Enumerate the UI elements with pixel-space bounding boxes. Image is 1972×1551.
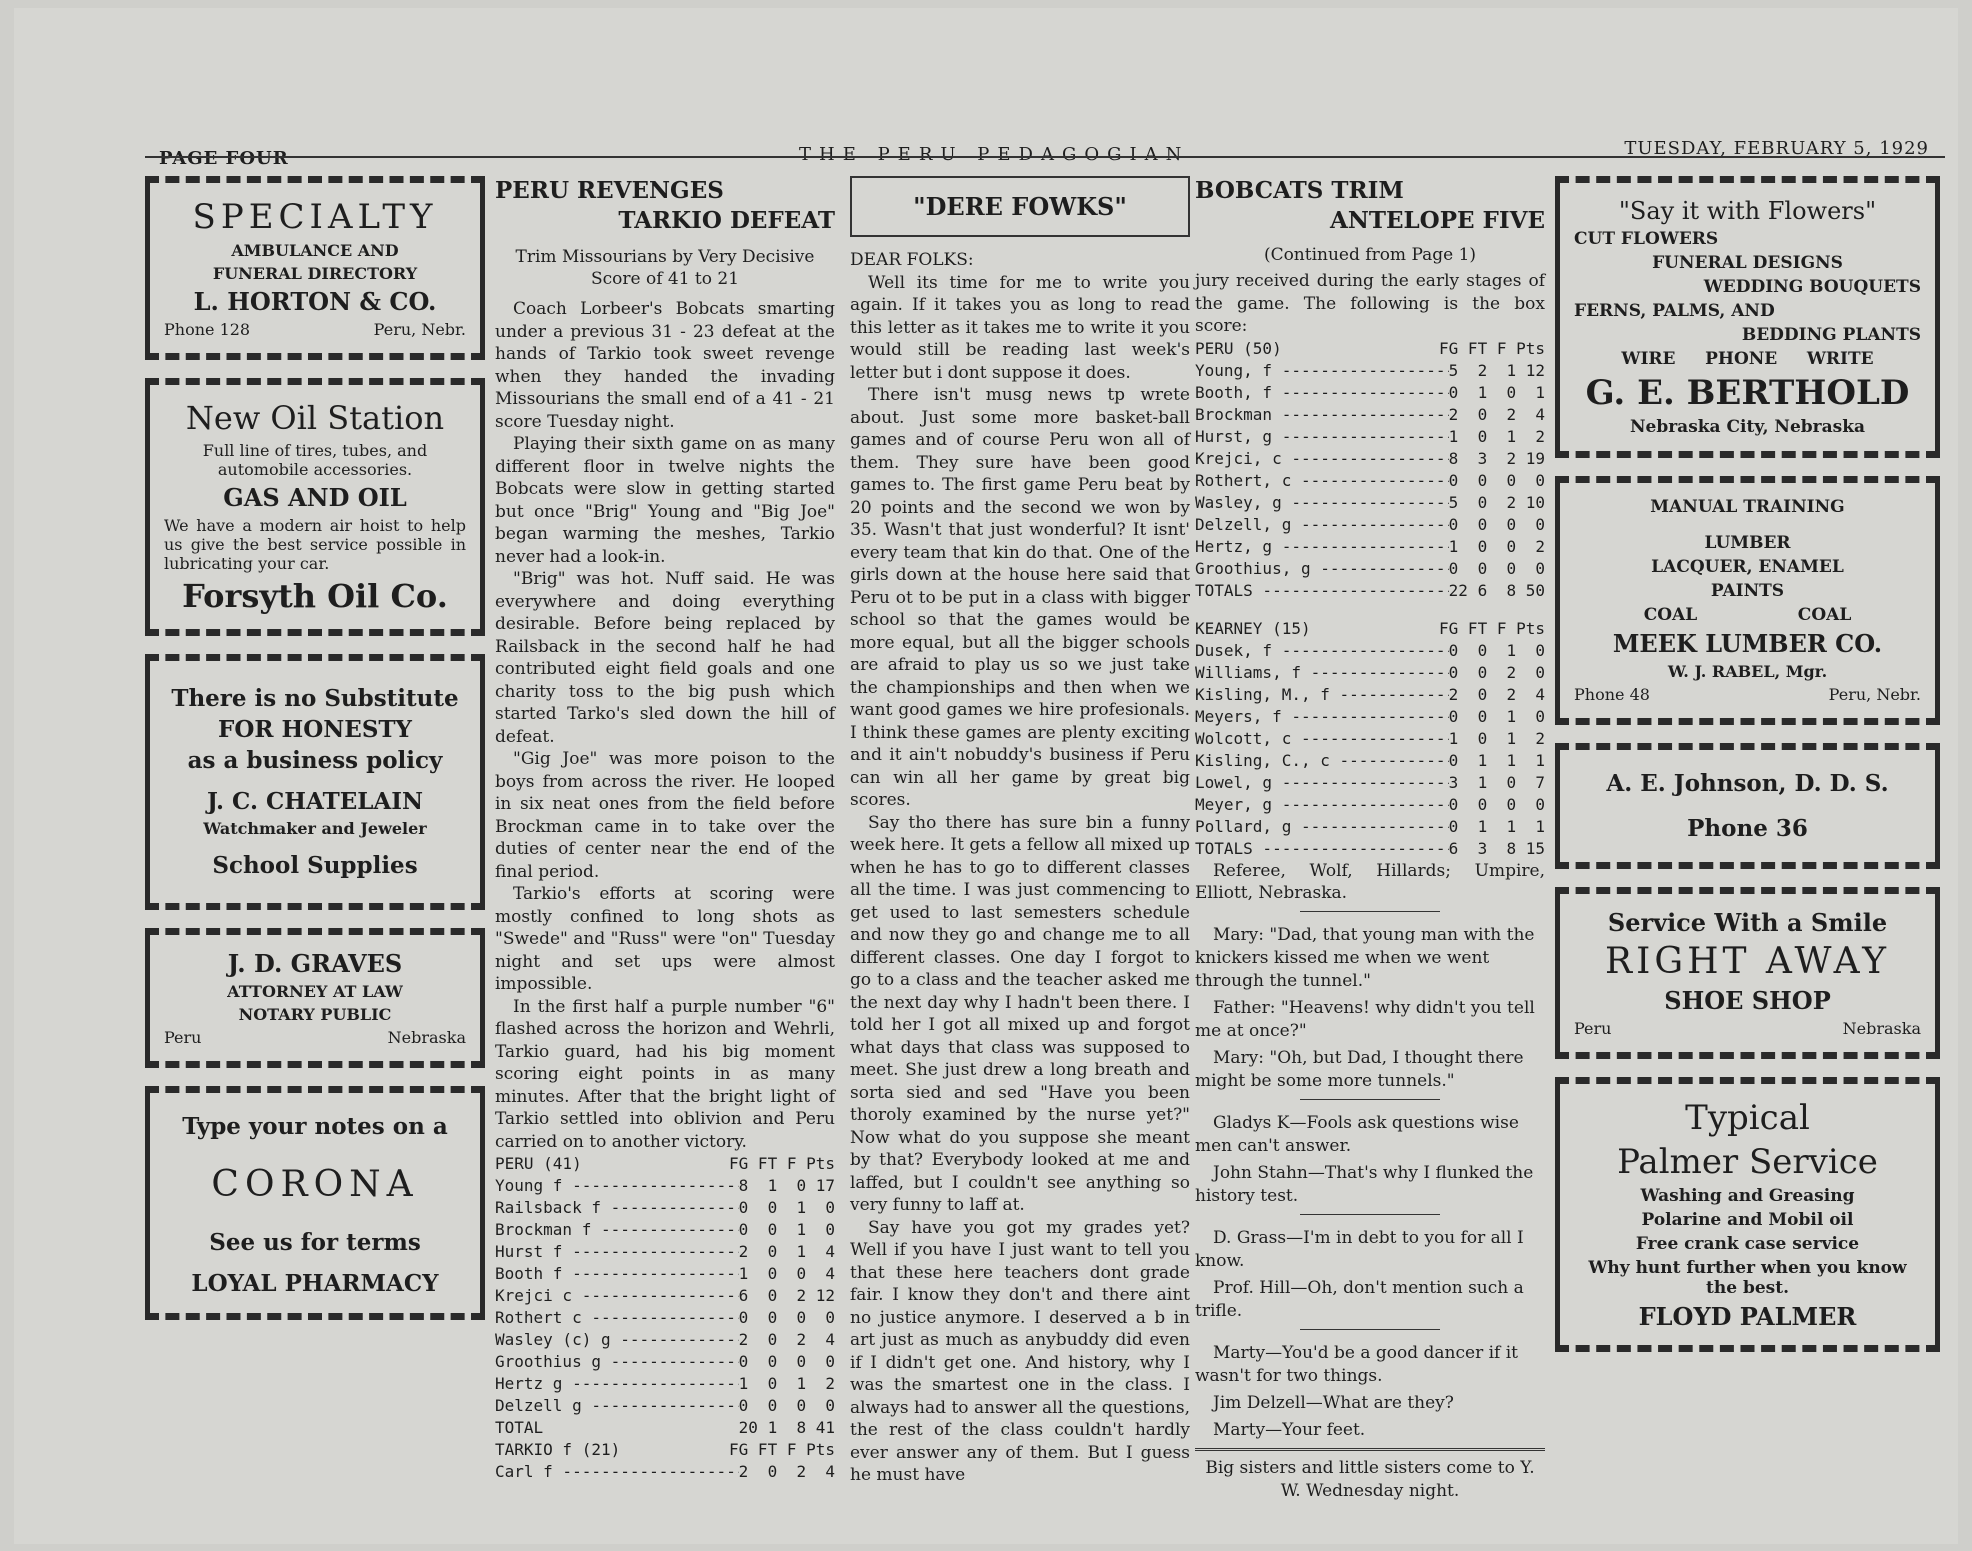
team-label: PERU (50) [1195,338,1282,358]
ad-forsyth-oil [145,378,485,636]
player-stats: 0 0 0 0 [738,1308,835,1327]
player-name: Delzell g ----- [495,1395,739,1417]
newspaper-title: THE PERU PEDAGOGIAN [799,144,1190,165]
jokes-section [1195,924,1545,1503]
player-name: Railsback f ----- [495,1197,739,1219]
total-stats: 6 3 8 15 [1448,838,1545,858]
score-row [1195,684,1545,706]
score-row [495,1395,835,1417]
score-columns: FG FT F Pts [729,1440,835,1459]
masthead-rule [145,156,1945,158]
separator [1300,1214,1440,1215]
player-stats: 3 1 0 7 [1448,772,1545,792]
joke-line: Gladys K—Fools ask questions wise men can't answer. [1195,1112,1519,1156]
score-row [1195,404,1545,426]
paragraph: jury received during the early stages of the game. The following is the box score: [1195,271,1545,336]
ad-line: SPECIALTY [192,197,438,237]
joke-line: John Stahn—That's why I flunked the history test. [1195,1162,1534,1206]
player-name: Booth, f ----- [1195,382,1449,404]
ad-line: WEDDING BOUQUETS [1703,277,1921,297]
headline-line-1: BOBCATS TRIM [1195,177,1404,204]
ad-line: New Oil Station [185,399,445,437]
ad-line: CORONA [211,1164,419,1205]
paragraph: Well its time for me to write you again. If it takes you as long to read this letter as it takes me to write it you would still be reading last week's letter but i dont suppose it does. [850,272,1190,383]
score-row [1195,558,1545,580]
score-row [495,1197,835,1219]
score-row [1195,640,1545,662]
player-name: Carl f ----- [495,1461,739,1483]
player-name: Wolcott, c ----- [1195,728,1449,750]
paragraph: "Gig Joe" was more poison to the boys from across the river. He looped in six neat ones from the field before Brockman came in to take over the duties of center near the end of the final period. [495,749,835,882]
ad-line: RIGHT AWAY [1605,941,1890,982]
separator [1300,1329,1440,1330]
player-stats: 0 0 1 0 [738,1220,835,1239]
ad-row [164,1028,466,1047]
score-columns: FG FT F Pts [1439,618,1545,638]
ad-line: J. D. GRAVES [227,949,403,978]
joke-line: Jim Delzell—What are they? [1213,1392,1454,1413]
ad-line: Washing and Greasing [1640,1186,1855,1206]
ad-line: MEEK LUMBER CO. [1612,629,1883,658]
player-stats: 0 1 0 1 [1448,382,1545,402]
article-peru-revenges [495,176,835,1483]
total-label: TOTALS ----- [1195,580,1449,602]
score-row [495,1329,835,1351]
ad-line: FUNERAL DIRECTORY [212,264,418,283]
ad-line: MANUAL TRAINING [1650,497,1845,517]
ad-line: BEDDING PLANTS [1741,325,1921,345]
ad-line: Polarine and Mobil oil [1641,1210,1854,1230]
player-stats: 0 0 0 0 [1448,470,1545,490]
score-row [1195,728,1545,750]
player-name: Hurst f ----- [495,1241,739,1263]
ad-line: Palmer Service [1617,1142,1878,1182]
score-row [495,1219,835,1241]
player-stats: 2 0 2 4 [738,1462,835,1481]
score-row [495,1241,835,1263]
ad-row [1574,1019,1921,1038]
player-stats: 0 0 1 0 [738,1198,835,1217]
score-row [1195,750,1545,772]
ad-line: J. C. CHATELAIN [206,788,424,815]
score-total-row [495,1417,835,1439]
total-stats: 22 6 8 50 [1448,580,1545,600]
player-stats: 0 0 1 0 [1448,706,1545,726]
ad-location: Nebraska [387,1028,466,1047]
ad-line: Type your notes on a [182,1113,448,1140]
score-row [1195,492,1545,514]
score-columns: FG FT F Pts [729,1154,835,1173]
ad-line: We have a modern air hoist to help us give the best service possible in lubricating your car. [164,516,466,573]
score-row [1195,448,1545,470]
ad-chatelain [145,654,485,910]
separator [1300,911,1440,912]
score-row [495,1373,835,1395]
ad-line: WIRE PHONE WRITE [1621,349,1874,369]
score-row [1195,514,1545,536]
ad-graves [145,928,485,1068]
player-name: Kisling, M., f ----- [1195,684,1449,706]
player-name: Lowel, g ----- [1195,772,1449,794]
ad-location: Peru, Nebr. [1828,685,1921,704]
ad-location: Peru [164,1028,202,1047]
player-name: Krejci, c ----- [1195,448,1449,470]
paragraph: Say have you got my grades yet? Well if you have I just want to tell you that these here teachers dont grade fair. I know they don't and there aint no justice anymore. I deserved a b in art just as much as anybuddy did even if I didn't get one. And history, why I was the smartest one in the class. I always had to answer all the questions, the rest of the class couldn't hardly ever answer any of them. But I guess he must have [850,1217,1190,1485]
notice: Big sisters and little sisters come to Y. W. Wednesday night. [1205,1457,1535,1501]
player-stats: 6 0 2 12 [738,1286,835,1305]
ad-line: See us for terms [209,1229,421,1256]
ad-phone: Phone 48 [1574,685,1650,704]
player-name: Brockman ----- [1195,404,1449,426]
score-row [495,1351,835,1373]
score-row [1195,772,1545,794]
headline [1195,176,1545,236]
score-row [1195,662,1545,684]
score-total-row [1195,838,1545,860]
player-stats: 0 1 1 1 [1448,816,1545,836]
headline-line-1: PERU REVENGES [495,177,724,204]
player-stats: 1 0 1 2 [1448,426,1545,446]
letter-body [850,249,1190,1487]
ad-line: There is no Substitute [171,685,459,712]
score-row [495,1175,835,1197]
ad-line: FUNERAL DESIGNS [1652,253,1843,273]
player-name: Kisling, C., c ----- [1195,750,1449,772]
score-total-row [1195,580,1545,602]
paragraph: Tarkio's efforts at scoring were mostly confined to long shots as "Swede" and "Russ" were "on" Tuesday night and set ups were almost impossible. [495,884,835,994]
box-score-peru [495,1153,835,1483]
ad-loyal-pharmacy [145,1086,485,1320]
score-row [495,1307,835,1329]
player-stats: 0 0 0 0 [738,1352,835,1371]
issue-date: TUESDAY, FEBRUARY 5, 1929 [1624,138,1929,159]
player-name: Pollard, g ----- [1195,816,1449,838]
joke-line: Marty—Your feet. [1213,1419,1366,1440]
joke-line: Marty—You'd be a good dancer if it wasn't for two things. [1195,1342,1518,1386]
player-name: Wasley, g ----- [1195,492,1449,514]
player-stats: 0 0 1 0 [1448,640,1545,660]
ad-johnson-dds [1555,743,1940,869]
paragraph: Say tho there has sure bin a funny week here. It gets a fellow all mixed up when he has to go to different classes all the time. I was just commencing to get used to last semesters schedule and now they go and change me to all different classes. One day I forgot to go to a class and the teacher asked me the next day why I hadn't been there. I told her I got all mixed up and forgot what days that class was supposed to meet. She just drew a long breath and sorta sied and sed "Have you been thoroly examined by the nurse yet?" Now what do you suppose she meant by that? Everybody looked at me and laffed, but I couldn't see anything so very funny to laff at. [850,812,1190,1215]
player-stats: 8 1 0 17 [738,1176,835,1195]
salutation: DEAR FOLKS: [850,250,974,270]
player-name: Krejci c ----- [495,1285,739,1307]
officials [1195,860,1545,905]
player-name: Rothert, c ----- [1195,470,1449,492]
player-name: Booth f ----- [495,1263,739,1285]
article-body [495,298,835,1153]
player-stats: 0 0 0 0 [1448,558,1545,578]
article-bobcats-trim [1195,176,1545,1507]
ad-location: Peru [1574,1019,1612,1038]
player-stats: 8 3 2 19 [1448,448,1545,468]
ad-line: GAS AND OIL [223,483,407,512]
ad-line: Watchmaker and Jeweler [203,819,427,838]
player-stats: 0 1 1 1 [1448,750,1545,770]
player-stats: 2 0 2 4 [738,1330,835,1349]
ad-line: FOR HONESTY [218,716,412,743]
score-columns: FG FT F Pts [1439,338,1545,358]
player-name: Hertz, g ----- [1195,536,1449,558]
ad-row [164,320,466,339]
score-row [495,1461,835,1483]
ad-line: Forsyth Oil Co. [182,577,448,615]
player-name: Hertz g ----- [495,1373,739,1395]
ad-line: FLOYD PALMER [1638,1302,1857,1331]
paragraph: Playing their sixth game on as many different floor in twelve nights the Bobcats were slow in getting started but once "Brig" Young and "Big Joe" began warming the meshes, Tarkio never had a look-in. [495,434,835,567]
ad-floyd-palmer [1555,1077,1940,1352]
score-row [1195,816,1545,838]
masthead [159,138,1929,168]
box-score-bobcats [1195,338,1545,860]
ad-meek-lumber [1555,476,1940,725]
total-stats: 20 1 8 41 [738,1418,835,1437]
ad-berthold [1555,176,1940,458]
ad-line: Full line of tires, tubes, and automobile accessories. [202,441,428,479]
team-label: TARKIO f (21) [495,1440,621,1459]
player-stats: 2 0 2 4 [1448,404,1545,424]
ad-line: A. E. Johnson, D. D. S. [1606,770,1889,797]
score-header [1195,618,1545,640]
paragraph: In the first half a purple number "6" flashed across the horizon and Wehrli, Tarkio guard, had his big moment scoring eight points in as many minutes. After that the bright light of Tarkio settled into oblivion and Peru carried on to another victory. [495,996,835,1152]
player-stats: 0 0 2 0 [1448,662,1545,682]
player-stats: 1 0 0 4 [738,1264,835,1283]
player-name: Wasley (c) g ----- [495,1329,739,1351]
paragraph: "Brig" was hot. Nuff said. He was everywhere and doing everything desirable. Before being replaced by Railsback in the second half he had contributed eight field goals and one charity toss to the big push which started Tarko's sled down the hill of defeat. [495,569,835,747]
paragraph: Coach Lorbeer's Bobcats smarting under a previous 31 - 23 defeat at the hands of Tarkio took sweet revenge when they handed the invading Missourians the small end of a 41 - 21 score Tuesday night. [495,299,835,432]
paragraph: There isn't musg news tp wrete about. Just some more basket-ball games and of course Peru won all of them. They sure have been good games to. The first game Peru beat by 20 points and the second we won by 35. Wasn't that just wonderful? It isnt' every team that kin do that. One of the girls down at the house here said that Peru ot to be put in a class with bigger school so that the games would be more equal, but all the bigger schools are afraid to play us so we just take the championships and then when we want good games we hire profesionals. I think these games are plenty exciting and it ain't nobuddy's business if Peru can win all her game by great big scores. [850,385,1190,810]
continued-note: (Continued from Page 1) [1263,245,1477,265]
right-ads-column [1555,176,1940,1370]
ad-line: School Supplies [212,852,418,879]
ad-line: L. HORTON & CO. [193,287,437,316]
ad-phone: Phone 128 [164,320,251,339]
score-header [1195,338,1545,360]
player-name: Delzell, g ----- [1195,514,1449,536]
player-name: Groothius, g ----- [1195,558,1449,580]
player-stats: 1 0 1 2 [1448,728,1545,748]
score-row [1195,426,1545,448]
player-name: Meyer, g ----- [1195,794,1449,816]
separator [1300,1099,1440,1100]
ad-line: "Say it with Flowers" [1618,197,1877,225]
total-label: TOTALS ----- [1195,838,1449,860]
player-name: Young, f ----- [1195,360,1449,382]
headline-line-2: TARKIO DEFEAT [618,207,835,234]
ad-line: Phone 36 [1687,815,1808,842]
column-title: "DERE FOWKS" [850,176,1190,237]
ad-horton [145,176,485,360]
ad-location: Peru, Nebr. [373,320,466,339]
ad-line: LACQUER, ENAMEL [1651,557,1844,577]
joke-line: Mary: "Dad, that young man with the knickers kissed me when we went through the tunnel." [1195,924,1535,991]
player-name: Dusek, f ----- [1195,640,1449,662]
score-row [495,1285,835,1307]
ad-line: LUMBER [1704,533,1791,553]
ad-line: Nebraska City, Nebraska [1629,417,1865,437]
ad-line: G. E. BERTHOLD [1585,373,1910,413]
ad-line: ATTORNEY AT LAW [227,982,403,1001]
score-header [495,1153,835,1175]
article-body [1195,270,1545,338]
joke-line: Mary: "Oh, but Dad, I thought there might be some more tunnels." [1195,1047,1524,1091]
ad-right-away-shoe-shop [1555,887,1940,1059]
ad-line: SHOE SHOP [1664,986,1831,1015]
player-name: Williams, f ----- [1195,662,1449,684]
player-name: Groothius g ----- [495,1351,739,1373]
score-row [1195,794,1545,816]
team-label: PERU (41) [495,1154,582,1173]
player-name: Rothert c ----- [495,1307,739,1329]
player-stats: 0 0 0 0 [1448,514,1545,534]
joke-line: D. Grass—I'm in debt to you for all I know. [1195,1227,1524,1271]
team-label: KEARNEY (15) [1195,618,1311,638]
score-row [1195,360,1545,382]
score-row [1195,470,1545,492]
referee-line: Referee, Wolf, Hillards; Umpire, Elliott, Nebraska. [1195,860,1545,903]
player-name: Brockman f ----- [495,1219,739,1241]
article-dere-fowks [850,176,1190,1487]
total-label: TOTAL [495,1418,544,1437]
player-stats: 1 0 1 2 [738,1374,835,1393]
player-stats: 0 0 0 0 [1448,794,1545,814]
score-row [1195,706,1545,728]
joke-line: Father: "Heavens! why didn't you tell me at once?" [1195,997,1535,1041]
score-row [1195,382,1545,404]
player-stats: 1 0 0 2 [1448,536,1545,556]
player-name: Meyers, f ----- [1195,706,1449,728]
ad-line: W. J. RABEL, Mgr. [1667,662,1828,681]
ad-line: PAINTS [1710,581,1785,601]
ad-line: as a business policy [187,747,443,774]
ad-line: Free crank case service [1635,1234,1860,1254]
score-row [1195,536,1545,558]
ad-line: COAL COAL [1643,605,1852,625]
player-stats: 2 0 1 4 [738,1242,835,1261]
player-name: Hurst, g ----- [1195,426,1449,448]
page-number: PAGE FOUR [159,148,289,169]
player-stats: 5 2 1 12 [1448,360,1545,380]
ad-line: Why hunt further when you know the best. [1588,1258,1907,1298]
player-stats: 2 0 2 4 [1448,684,1545,704]
score-row [495,1263,835,1285]
ad-line: FERNS, PALMS, AND [1574,301,1775,321]
ad-line: NOTARY PUBLIC [238,1005,392,1024]
ad-line: Typical [1685,1098,1810,1138]
headline-line-2: ANTELOPE FIVE [1329,207,1545,234]
headline [495,176,835,236]
score-header [495,1439,835,1461]
ad-line: AMBULANCE AND [231,241,399,260]
left-ads-column [145,176,485,1338]
player-name: Young f ----- [495,1175,739,1197]
ad-line: LOYAL PHARMACY [191,1270,439,1297]
player-stats: 0 0 0 0 [738,1396,835,1415]
ad-location: Nebraska [1842,1019,1921,1038]
subheadline: Trim Missourians by Very Decisive Score of 41 to 21 [515,247,815,289]
player-stats: 5 0 2 10 [1448,492,1545,512]
ad-line: Service With a Smile [1607,908,1888,937]
ad-row [1574,685,1921,704]
joke-line: Prof. Hill—Oh, don't mention such a trifle. [1195,1277,1524,1321]
ad-line: CUT FLOWERS [1574,229,1719,249]
